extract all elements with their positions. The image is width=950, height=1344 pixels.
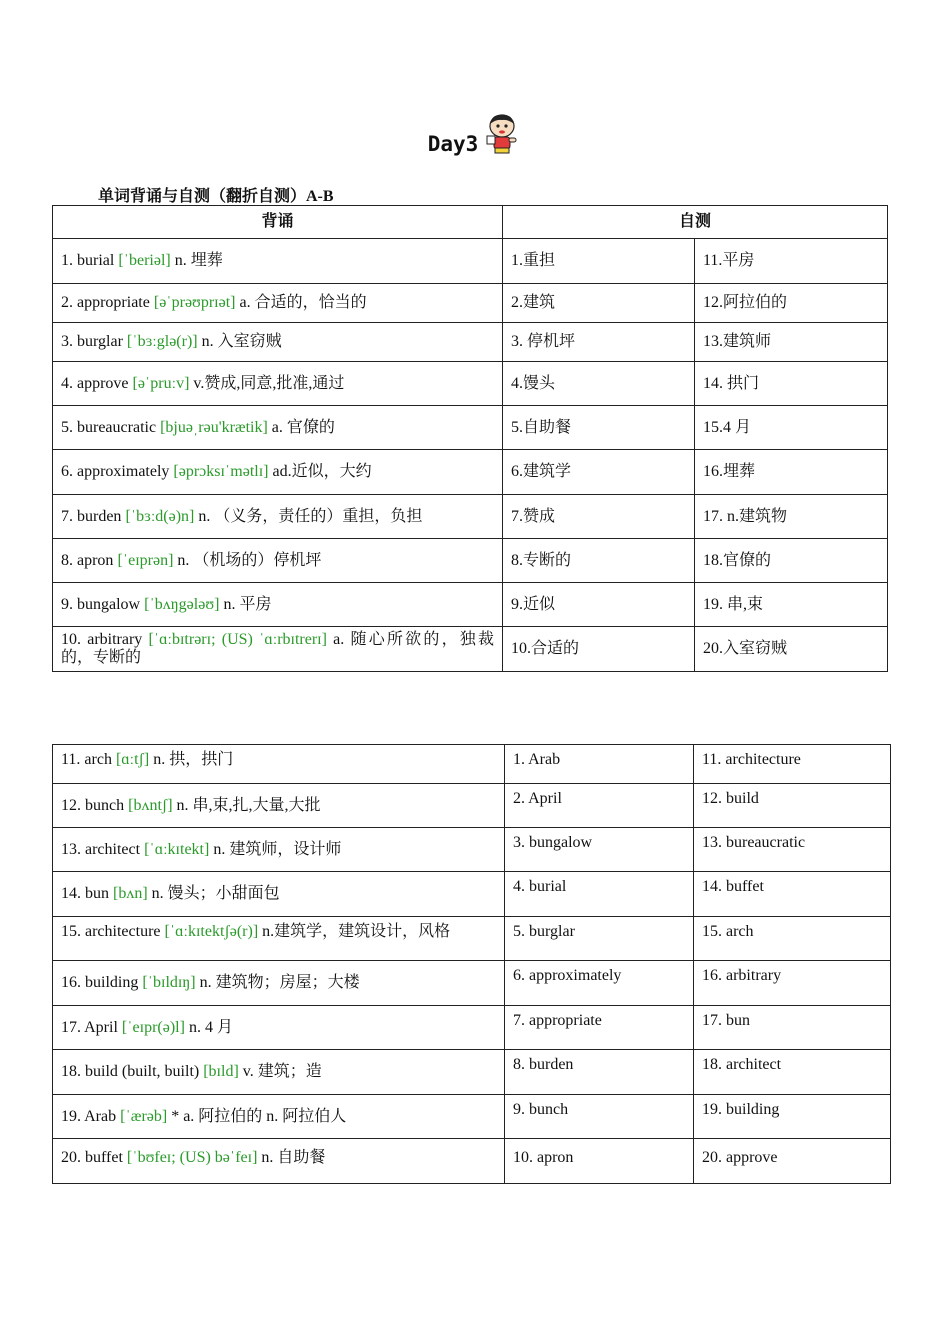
vocab-entry <box>53 1006 505 1050</box>
test-cell: 11. architecture <box>694 745 891 784</box>
test-cell: 5. burglar <box>505 917 694 961</box>
word: 12. bunch <box>61 797 129 814</box>
word: 18. build (built, built) <box>61 1063 204 1080</box>
word: 4. approve <box>61 374 133 392</box>
word: 19. Arab <box>61 1108 121 1125</box>
definition: n.建筑学，建筑设计，风格 <box>258 923 451 940</box>
definition: n. 串,束,扎,大量,大批 <box>172 797 321 814</box>
test-cell: 3. 停机坪 <box>503 323 695 362</box>
table-row <box>53 539 888 583</box>
word: 10. arbitrary <box>61 631 149 648</box>
test-cell: 5.自助餐 <box>503 406 695 450</box>
word: 7. burden <box>61 507 126 525</box>
vocab-entry <box>53 450 503 495</box>
test-cell: 9. bunch <box>505 1095 694 1139</box>
phonetic: [ˈɑːkɪtekt] <box>144 841 210 858</box>
test-cell: 17. bun <box>694 1006 891 1050</box>
page-title: Day3 <box>427 132 479 156</box>
vocab-entry <box>53 828 505 872</box>
test-cell: 10.合适的 <box>503 627 695 672</box>
table-row <box>53 284 888 323</box>
test-cell: 8.专断的 <box>503 539 695 583</box>
vocab-entry <box>53 627 503 672</box>
test-cell: 2. April <box>505 784 694 828</box>
phonetic: [bʌntʃ] <box>128 797 173 814</box>
test-cell: 15.4 月 <box>695 406 888 450</box>
vocab-entry <box>53 495 503 539</box>
vocab-entry <box>53 872 505 917</box>
vocab-entry <box>53 745 505 784</box>
test-cell: 14. 拱门 <box>695 362 888 406</box>
word: 2. appropriate <box>61 294 154 311</box>
test-cell: 18. architect <box>694 1050 891 1095</box>
word: 13. architect <box>61 841 145 858</box>
table-row <box>53 583 888 627</box>
word: 1. burial <box>61 252 119 269</box>
test-cell: 12. build <box>694 784 891 828</box>
vocab-entry <box>53 539 503 583</box>
test-cell: 2.建筑 <box>503 284 695 323</box>
definition: n. 4 月 <box>184 1019 233 1036</box>
definition: v.赞成,同意,批准,通过 <box>189 374 345 392</box>
test-cell: 1. Arab <box>505 745 694 784</box>
test-cell: 8. burden <box>505 1050 694 1095</box>
vocab-entry <box>53 362 503 406</box>
vocab-entry <box>53 284 503 323</box>
table-row <box>53 1095 891 1139</box>
definition: n. （义务，责任的）重担，负担 <box>194 507 423 525</box>
phonetic: [bɪld] <box>203 1063 239 1080</box>
vocab-entry <box>53 323 503 362</box>
definition: n. 馒头；小甜面包 <box>147 885 280 902</box>
phonetic: [ˈbɪldɪŋ] <box>142 974 196 991</box>
test-cell: 20. approve <box>694 1139 891 1184</box>
phonetic: [ˈbʌŋgələʊ] <box>144 595 220 613</box>
phonetic: [bʌn] <box>113 885 148 902</box>
word: 9. bungalow <box>61 595 145 613</box>
test-cell: 10. apron <box>505 1139 694 1184</box>
word: 15. architecture <box>61 923 165 940</box>
definition: ad.近似，大约 <box>268 463 372 480</box>
test-cell: 20.入室窃贼 <box>695 627 888 672</box>
phonetic: [ˈeɪprən] <box>117 551 174 569</box>
test-cell: 14. buffet <box>694 872 891 917</box>
test-cell: 7. appropriate <box>505 1006 694 1050</box>
definition: n. 入室窃贼 <box>197 333 282 350</box>
vocab-entry <box>53 406 503 450</box>
table-row <box>53 745 891 784</box>
vocab-entry <box>53 784 505 828</box>
test-cell: 7.赞成 <box>503 495 695 539</box>
vocab-entry <box>53 1050 505 1095</box>
table-row <box>53 872 891 917</box>
definition: n. 建筑师，设计师 <box>209 841 342 858</box>
definition: a. 合适的，恰当的 <box>235 294 367 311</box>
table-row <box>53 917 891 961</box>
title-area <box>0 112 950 156</box>
test-cell: 16.埋葬 <box>695 450 888 495</box>
table-row <box>53 323 888 362</box>
test-cell: 16. arbitrary <box>694 961 891 1006</box>
test-cell: 12.阿拉伯的 <box>695 284 888 323</box>
test-cell: 15. arch <box>694 917 891 961</box>
test-cell: 13. bureaucratic <box>694 828 891 872</box>
word: 8. apron <box>61 551 118 569</box>
test-cell: 13.建筑师 <box>695 323 888 362</box>
phonetic: [ˈeɪpr(ə)l] <box>121 1019 185 1036</box>
phonetic: [əprɔksɪˈmətlɪ] <box>173 463 269 480</box>
table-row <box>53 627 888 672</box>
word: 5. bureaucratic <box>61 418 161 436</box>
vocab-entry <box>53 1095 505 1139</box>
table-row <box>53 1050 891 1095</box>
phonetic: [ˈbɜːglə(r)] <box>126 333 198 350</box>
table-row <box>53 828 891 872</box>
phonetic: [ɑːtʃ] <box>115 751 150 768</box>
definition: n. 建筑物；房屋；大楼 <box>195 974 360 991</box>
phonetic: [əˈprəʊprɪət] <box>153 294 236 311</box>
definition: a. 官僚的 <box>267 418 335 436</box>
vocab-entry <box>53 583 503 627</box>
word: 17. April <box>61 1019 122 1036</box>
vocab-entry <box>53 239 503 284</box>
vocab-entry <box>53 961 505 1006</box>
phonetic: [ˈɑːkɪtektʃə(r)] <box>164 923 259 940</box>
test-cell: 4.馒头 <box>503 362 695 406</box>
word: 6. approximately <box>61 463 174 480</box>
test-cell: 1.重担 <box>503 239 695 284</box>
definition: v. 建筑；造 <box>238 1063 322 1080</box>
test-cell: 4. burial <box>505 872 694 917</box>
table-row <box>53 450 888 495</box>
test-cell: 19. building <box>694 1095 891 1139</box>
phonetic: [ˈærəb] <box>120 1108 168 1125</box>
table-row <box>53 784 891 828</box>
subtitle: 单词背诵与自测（翻折自测）A-B <box>98 188 334 205</box>
word: 11. arch <box>61 751 116 768</box>
table-row <box>53 239 888 284</box>
header-selftest: 自测 <box>503 206 888 239</box>
cartoon-boy-icon <box>482 112 522 156</box>
phonetic: [ˈbɜːd(ə)n] <box>125 507 195 525</box>
test-cell: 18.官僚的 <box>695 539 888 583</box>
table-row <box>53 362 888 406</box>
test-cell: 11.平房 <box>695 239 888 284</box>
test-cell: 3. bungalow <box>505 828 694 872</box>
phonetic: [bjuəˌrəu'krætik] <box>160 418 268 436</box>
table-row <box>53 961 891 1006</box>
word: 20. buffet <box>61 1149 127 1166</box>
table-row <box>53 406 888 450</box>
vocab-entry <box>53 917 505 961</box>
test-cell: 9.近似 <box>503 583 695 627</box>
word: 3. burglar <box>61 333 127 350</box>
test-cell: 17. n.建筑物 <box>695 495 888 539</box>
definition: n. 埋葬 <box>170 252 223 269</box>
word: 14. bun <box>61 885 113 902</box>
vocab-table-2 <box>52 744 891 1184</box>
definition: n. 拱，拱门 <box>149 751 234 768</box>
test-cell: 19. 串,束 <box>695 583 888 627</box>
table-header-row <box>53 206 888 239</box>
phonetic: [ˈbʊfeɪ; (US) bəˈfeɪ] <box>126 1149 258 1166</box>
definition: a. 随心所欲的，独裁的，专断的 <box>61 631 495 666</box>
test-cell: 6.建筑学 <box>503 450 695 495</box>
table-row <box>53 1006 891 1050</box>
word: 16. building <box>61 974 143 991</box>
definition: * a. 阿拉伯的 n. 阿拉伯人 <box>167 1108 347 1125</box>
vocab-entry <box>53 1139 505 1184</box>
phonetic: [ˈberiəl] <box>118 252 171 269</box>
table-row <box>53 495 888 539</box>
definition: n. （机场的）停机坪 <box>173 551 322 569</box>
phonetic: [ˈɑːbɪtrərɪ; (US) ˈɑːrbɪtrerɪ] <box>148 631 327 648</box>
vocab-table-1 <box>52 205 888 672</box>
table-row <box>53 1139 891 1184</box>
test-cell: 6. approximately <box>505 961 694 1006</box>
header-recite: 背诵 <box>53 206 503 239</box>
definition: n. 自助餐 <box>257 1149 326 1166</box>
definition: n. 平房 <box>219 595 272 613</box>
phonetic: [əˈpruːv] <box>132 374 190 392</box>
